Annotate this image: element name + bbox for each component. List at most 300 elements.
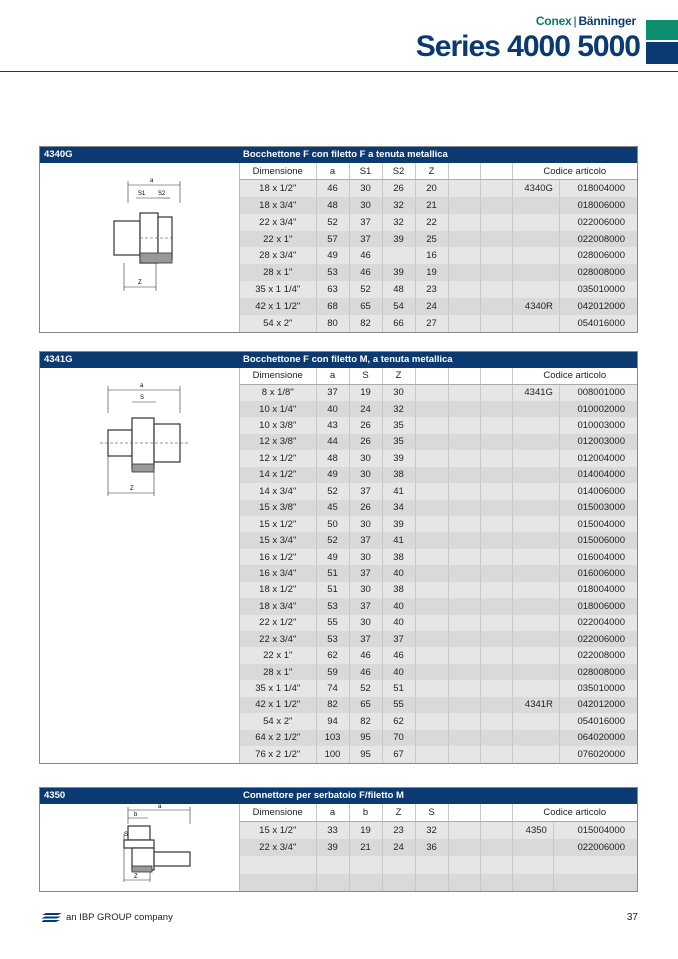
cell-value: 21 <box>415 197 448 214</box>
cell-value <box>448 549 480 565</box>
cell-article-code: 012003000 <box>559 434 637 450</box>
cell-series-code: 4340G <box>512 180 559 197</box>
cell-value: 53 <box>316 264 349 281</box>
col-header-dimensione: Dimensione <box>240 368 316 384</box>
cell-value <box>480 180 512 197</box>
product-table-4340g <box>39 146 638 333</box>
table-row <box>240 532 637 548</box>
cell-value <box>382 247 415 264</box>
cell-series-code <box>512 631 559 647</box>
cell-value <box>480 315 512 332</box>
cell-dimensione: 22 x 1" <box>240 231 316 248</box>
cell-article-code: 012004000 <box>559 450 637 466</box>
cell-value: 51 <box>382 680 415 696</box>
cell-series-code <box>512 647 559 663</box>
cell-value <box>415 713 448 729</box>
cell-article-code: 015004000 <box>559 516 637 532</box>
table-row-empty <box>240 874 637 891</box>
cell-value: 39 <box>382 231 415 248</box>
col-header-empty <box>448 804 480 821</box>
table-row <box>240 631 637 647</box>
col-header-empty <box>415 368 448 384</box>
cell-value: 74 <box>316 680 349 696</box>
cell-value: 100 <box>316 746 349 762</box>
cell-value: 46 <box>349 647 382 663</box>
col-header-empty <box>448 163 480 180</box>
ibp-group-text: an IBP GROUP company <box>66 912 173 923</box>
cell-article-code: 042012000 <box>559 697 637 713</box>
cell-dimensione: 12 x 3/8" <box>240 434 316 450</box>
cell-series-code <box>512 680 559 696</box>
cell-value <box>415 664 448 680</box>
cell-value <box>415 730 448 746</box>
cell-article-code: 042012000 <box>559 298 637 315</box>
table-row <box>240 549 637 565</box>
label-a: a <box>140 383 144 389</box>
cell-series-code <box>512 839 553 856</box>
cell-value: 41 <box>382 483 415 499</box>
table-row <box>240 214 637 231</box>
cell-value: 94 <box>316 713 349 729</box>
cell-value <box>448 231 480 248</box>
col-header-z: Z <box>415 163 448 180</box>
cell-article-code: 022004000 <box>559 615 637 631</box>
cell-empty <box>415 856 448 873</box>
cell-value <box>415 680 448 696</box>
table-row <box>240 315 637 332</box>
cell-value <box>480 434 512 450</box>
cell-value: 27 <box>415 315 448 332</box>
cell-value: 43 <box>316 417 349 433</box>
cell-dimensione: 22 x 1" <box>240 647 316 663</box>
cell-series-code <box>512 565 559 581</box>
cell-value <box>480 549 512 565</box>
cell-value <box>448 647 480 663</box>
label-s: S <box>124 832 129 838</box>
cell-article-code: 035010000 <box>559 680 637 696</box>
cell-value <box>415 582 448 598</box>
cell-value <box>415 483 448 499</box>
cell-dimensione: 28 x 1" <box>240 664 316 680</box>
table-rows <box>240 384 637 762</box>
cell-value: 46 <box>349 664 382 680</box>
page-number: 37 <box>626 912 638 923</box>
cell-value: 49 <box>316 467 349 483</box>
cell-value <box>415 615 448 631</box>
cell-series-code <box>512 549 559 565</box>
cell-value <box>480 197 512 214</box>
cell-dimensione: 18 x 1/2" <box>240 180 316 197</box>
cell-value <box>480 401 512 417</box>
cell-value <box>448 821 480 838</box>
cell-dimensione: 15 x 1/2" <box>240 516 316 532</box>
product-table-4341g <box>39 351 638 764</box>
cell-value <box>448 839 480 856</box>
cell-value: 40 <box>382 565 415 581</box>
cell-series-code <box>512 247 559 264</box>
table-row <box>240 664 637 680</box>
cell-series-code <box>512 214 559 231</box>
cell-series-code: 4341G <box>512 384 559 400</box>
cell-value <box>448 315 480 332</box>
cell-value: 37 <box>349 598 382 614</box>
label-z: Z <box>138 280 142 286</box>
cell-value: 34 <box>382 500 415 516</box>
cell-value <box>448 615 480 631</box>
cell-value: 40 <box>382 664 415 680</box>
cell-dimensione: 16 x 3/4" <box>240 565 316 581</box>
cell-value <box>448 247 480 264</box>
cell-value: 57 <box>316 231 349 248</box>
cell-value: 40 <box>382 615 415 631</box>
brand-logo-text <box>536 14 636 28</box>
cell-article-code: 010002000 <box>559 401 637 417</box>
cell-value <box>448 746 480 762</box>
cell-article-code: 018006000 <box>559 598 637 614</box>
cell-dimensione: 18 x 3/4" <box>240 197 316 214</box>
fitting-drawing-cell <box>40 163 240 332</box>
cell-value <box>480 532 512 548</box>
cell-value: 37 <box>349 231 382 248</box>
col-header-dimensione: Dimensione <box>240 804 316 821</box>
cell-value: 30 <box>382 384 415 400</box>
cell-value: 19 <box>349 384 382 400</box>
cell-value: 52 <box>349 680 382 696</box>
cell-dimensione: 54 x 2" <box>240 315 316 332</box>
cell-value <box>480 281 512 298</box>
col-header-s: S <box>415 804 448 821</box>
cell-series-code <box>512 315 559 332</box>
table-header-bar <box>40 788 637 804</box>
cell-value: 44 <box>316 434 349 450</box>
dimension-table <box>240 368 637 763</box>
table-row <box>240 821 637 838</box>
cell-empty <box>316 874 349 891</box>
cell-empty <box>415 874 448 891</box>
cell-article-code: 014004000 <box>559 467 637 483</box>
cell-value: 30 <box>349 450 382 466</box>
cell-dimensione: 18 x 1/2" <box>240 582 316 598</box>
cell-value: 68 <box>316 298 349 315</box>
cell-value: 38 <box>382 582 415 598</box>
cell-dimensione: 10 x 3/8" <box>240 417 316 433</box>
cell-article-code: 016004000 <box>559 549 637 565</box>
cell-value: 22 <box>415 214 448 231</box>
table-row <box>240 264 637 281</box>
cell-series-code <box>512 664 559 680</box>
cell-value <box>480 746 512 762</box>
product-title: Bocchettone F con filetto M, a tenuta metallica <box>243 354 453 365</box>
cell-value: 53 <box>316 631 349 647</box>
cell-value: 49 <box>316 247 349 264</box>
cell-value: 30 <box>349 549 382 565</box>
cell-value: 24 <box>415 298 448 315</box>
cell-article-code: 022006000 <box>559 631 637 647</box>
cell-series-code: 4350 <box>512 821 553 838</box>
series-title: Series 4000 5000 <box>415 30 640 63</box>
cell-value <box>415 746 448 762</box>
cell-value <box>415 631 448 647</box>
cell-value <box>448 180 480 197</box>
cell-value <box>448 298 480 315</box>
table-row <box>240 281 637 298</box>
cell-value <box>480 231 512 248</box>
table-row <box>240 434 637 450</box>
cell-value <box>480 384 512 400</box>
cell-series-code <box>512 746 559 762</box>
cell-dimensione: 12 x 1/2" <box>240 450 316 466</box>
cell-value <box>448 483 480 499</box>
cell-dimensione: 22 x 1/2" <box>240 615 316 631</box>
cell-dimensione: 22 x 3/4" <box>240 839 316 856</box>
cell-series-code <box>512 450 559 466</box>
union-fitting-drawing <box>40 163 240 327</box>
cell-value: 30 <box>349 197 382 214</box>
cell-article-code: 022006000 <box>553 839 637 856</box>
product-table-4350 <box>39 787 638 892</box>
table-row <box>240 180 637 197</box>
table-row <box>240 500 637 516</box>
cell-value: 19 <box>349 821 382 838</box>
cell-value: 39 <box>382 450 415 466</box>
col-header-b: b <box>349 804 382 821</box>
cell-value: 37 <box>349 483 382 499</box>
cell-value: 37 <box>316 384 349 400</box>
tank-connector-drawing <box>40 804 240 886</box>
cell-value: 65 <box>349 697 382 713</box>
cell-value <box>415 500 448 516</box>
cell-value <box>480 450 512 466</box>
cell-value: 70 <box>382 730 415 746</box>
cell-value: 32 <box>382 401 415 417</box>
cell-value: 52 <box>349 281 382 298</box>
cell-value: 63 <box>316 281 349 298</box>
cell-empty <box>480 874 512 891</box>
cell-value <box>480 821 512 838</box>
table-row <box>240 680 637 696</box>
cell-value: 46 <box>382 647 415 663</box>
col-header-z: Z <box>382 804 415 821</box>
cell-dimensione: 14 x 1/2" <box>240 467 316 483</box>
cell-article-code: 014006000 <box>559 483 637 499</box>
cell-dimensione: 8 x 1/8" <box>240 384 316 400</box>
cell-series-code <box>512 730 559 746</box>
col-header-s1: S1 <box>349 163 382 180</box>
cell-value <box>480 483 512 499</box>
cell-article-code: 035010000 <box>559 281 637 298</box>
cell-value: 30 <box>349 582 382 598</box>
ibp-stripes-icon <box>42 913 62 922</box>
table-row <box>240 401 637 417</box>
col-header-codice-articolo: Codice articolo <box>512 368 637 384</box>
cell-series-code: 4340R <box>512 298 559 315</box>
cell-value: 103 <box>316 730 349 746</box>
table-rows <box>240 180 637 332</box>
col-header-s: S <box>349 368 382 384</box>
label-z: Z <box>130 486 134 492</box>
cell-value <box>480 214 512 231</box>
cell-dimensione: 14 x 3/4" <box>240 483 316 499</box>
cell-value <box>415 532 448 548</box>
cell-series-code <box>512 615 559 631</box>
cell-empty <box>240 874 316 891</box>
table-row <box>240 839 637 856</box>
table-row <box>240 516 637 532</box>
dimension-table <box>240 163 637 332</box>
cell-article-code: 028008000 <box>559 664 637 680</box>
cell-value: 65 <box>349 298 382 315</box>
cell-series-code <box>512 417 559 433</box>
cell-value: 82 <box>316 697 349 713</box>
cell-value <box>480 697 512 713</box>
cell-dimensione: 15 x 3/8" <box>240 500 316 516</box>
logo-square-navy <box>646 42 678 64</box>
cell-value: 33 <box>316 821 349 838</box>
fitting-drawing-cell <box>40 804 240 891</box>
cell-value <box>480 839 512 856</box>
cell-article-code: 076020000 <box>559 746 637 762</box>
cell-value <box>448 730 480 746</box>
cell-value: 24 <box>382 839 415 856</box>
cell-value <box>448 680 480 696</box>
cell-value: 41 <box>382 532 415 548</box>
brand-name-banninger: Bänninger <box>578 14 636 28</box>
col-header-dimensione: Dimensione <box>240 163 316 180</box>
product-code: 4340G <box>44 149 73 160</box>
cell-empty <box>448 874 480 891</box>
cell-dimensione: 22 x 3/4" <box>240 214 316 231</box>
cell-value <box>480 598 512 614</box>
table-row-empty <box>240 856 637 873</box>
table-header-bar <box>40 147 637 163</box>
cell-series-code: 4341R <box>512 697 559 713</box>
cell-value <box>415 516 448 532</box>
cell-value: 30 <box>349 467 382 483</box>
cell-value <box>415 549 448 565</box>
cell-value: 26 <box>349 417 382 433</box>
col-header-empty <box>480 163 512 180</box>
cell-value: 35 <box>382 417 415 433</box>
cell-value <box>415 467 448 483</box>
cell-series-code <box>512 264 559 281</box>
cell-value: 48 <box>316 197 349 214</box>
table-row <box>240 298 637 315</box>
cell-dimensione: 15 x 3/4" <box>240 532 316 548</box>
cell-value: 26 <box>349 434 382 450</box>
table-header-bar <box>40 352 637 368</box>
union-fitting-drawing <box>40 368 240 498</box>
cell-series-code <box>512 532 559 548</box>
table-row <box>240 565 637 581</box>
cell-article-code: 028006000 <box>559 247 637 264</box>
cell-value: 37 <box>349 214 382 231</box>
col-header-a: a <box>316 163 349 180</box>
table-row <box>240 467 637 483</box>
cell-value <box>480 713 512 729</box>
cell-series-code <box>512 483 559 499</box>
cell-series-code <box>512 516 559 532</box>
table-row <box>240 697 637 713</box>
cell-value <box>448 713 480 729</box>
cell-value: 95 <box>349 730 382 746</box>
cell-value: 30 <box>349 516 382 532</box>
cell-value: 38 <box>382 549 415 565</box>
cell-value: 50 <box>316 516 349 532</box>
cell-article-code: 018006000 <box>559 197 637 214</box>
cell-value <box>448 582 480 598</box>
label-a: a <box>158 804 162 810</box>
cell-article-code: 022006000 <box>559 214 637 231</box>
cell-article-code: 028008000 <box>559 264 637 281</box>
cell-value <box>415 450 448 466</box>
cell-value: 53 <box>316 598 349 614</box>
cell-value <box>480 500 512 516</box>
cell-value: 16 <box>415 247 448 264</box>
cell-dimensione: 64 x 2 1/2" <box>240 730 316 746</box>
cell-empty <box>349 856 382 873</box>
cell-article-code: 064020000 <box>559 730 637 746</box>
cell-value: 95 <box>349 746 382 762</box>
cell-value: 37 <box>382 631 415 647</box>
cell-value: 23 <box>382 821 415 838</box>
cell-value <box>448 434 480 450</box>
cell-value <box>480 582 512 598</box>
table-row <box>240 582 637 598</box>
cell-value: 59 <box>316 664 349 680</box>
cell-value <box>448 631 480 647</box>
table-row <box>240 450 637 466</box>
cell-value <box>448 450 480 466</box>
cell-article-code: 008001000 <box>559 384 637 400</box>
cell-value: 82 <box>349 713 382 729</box>
cell-value: 82 <box>349 315 382 332</box>
cell-empty <box>512 874 553 891</box>
cell-article-code: 016006000 <box>559 565 637 581</box>
cell-value: 32 <box>382 197 415 214</box>
cell-value: 32 <box>415 821 448 838</box>
cell-value <box>448 214 480 231</box>
cell-value: 52 <box>316 532 349 548</box>
cell-series-code <box>512 281 559 298</box>
table-rows <box>240 821 637 891</box>
cell-value <box>480 565 512 581</box>
product-code: 4341G <box>44 354 73 365</box>
cell-dimensione: 28 x 1" <box>240 264 316 281</box>
cell-value: 48 <box>382 281 415 298</box>
label-b: b <box>134 812 138 818</box>
cell-article-code: 015003000 <box>559 500 637 516</box>
col-header-z: Z <box>382 368 415 384</box>
cell-dimensione: 35 x 1 1/4" <box>240 680 316 696</box>
cell-value: 54 <box>382 298 415 315</box>
cell-value: 30 <box>349 180 382 197</box>
cell-dimensione: 10 x 1/4" <box>240 401 316 417</box>
cell-value <box>415 417 448 433</box>
cell-value: 52 <box>316 214 349 231</box>
cell-value <box>448 664 480 680</box>
cell-value: 48 <box>316 450 349 466</box>
cell-value <box>448 516 480 532</box>
cell-empty <box>553 874 637 891</box>
table-column-headers <box>240 368 637 384</box>
cell-series-code <box>512 500 559 516</box>
cell-value <box>448 697 480 713</box>
col-header-codice-articolo: Codice articolo <box>512 163 637 180</box>
cell-value <box>415 565 448 581</box>
cell-value: 62 <box>316 647 349 663</box>
cell-value <box>415 697 448 713</box>
col-header-codice-articolo: Codice articolo <box>512 804 637 821</box>
